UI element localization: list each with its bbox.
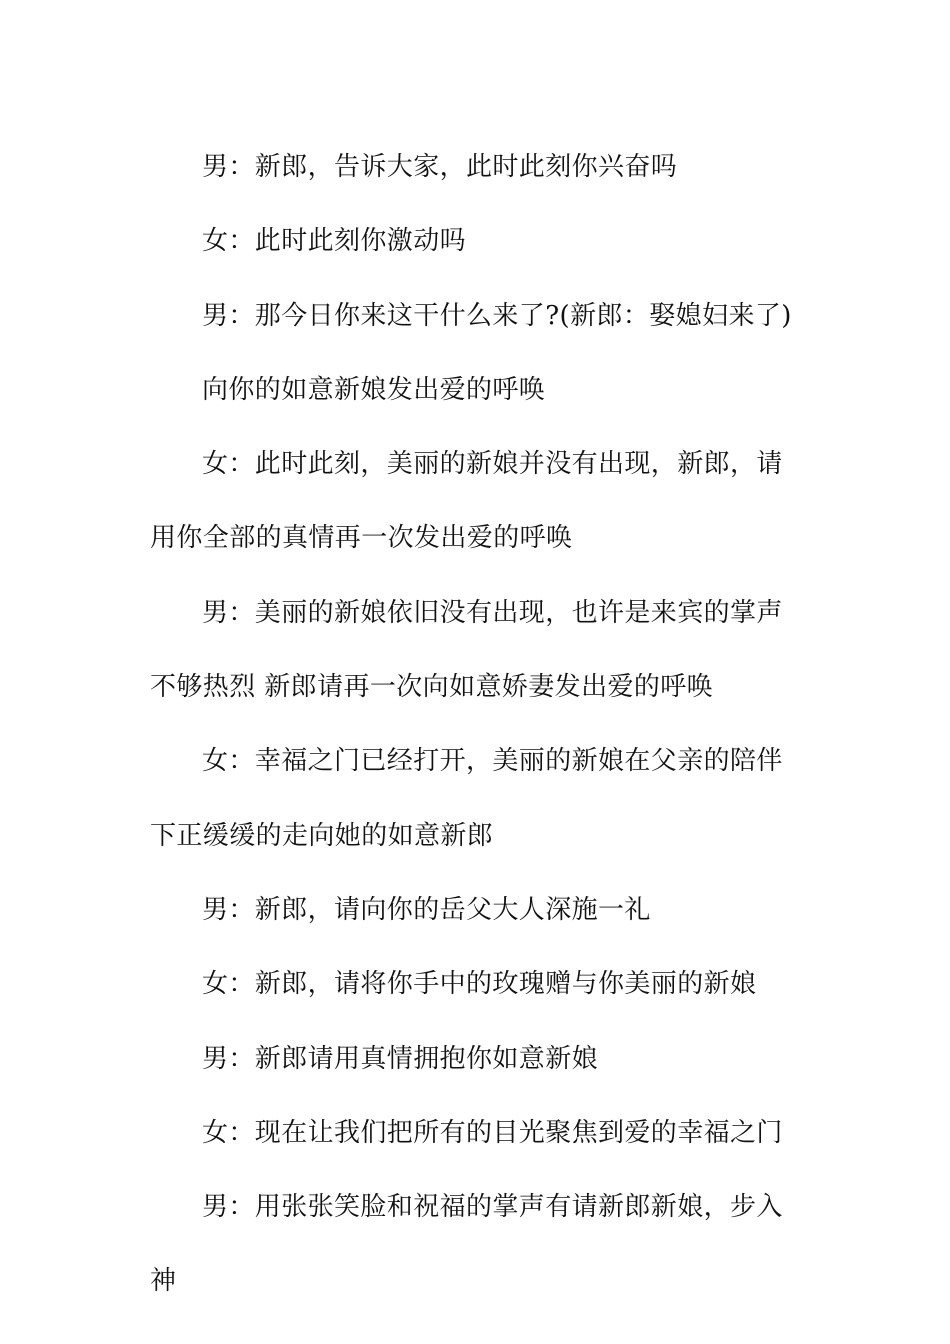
paragraph: 女：新郎，请将你手中的玫瑰赠与你美丽的新娘 — [202, 969, 757, 1000]
paragraph: 女：此时此刻你激动吗 — [202, 226, 467, 257]
paragraph: 女：现在让我们把所有的目光聚焦到爱的幸福之门 — [202, 1117, 783, 1148]
paragraph: 男：那今日你来这干什么来了?(新郎：娶媳妇来了) — [202, 300, 792, 331]
paragraph: 男：新郎，请向你的岳父大人深施一礼 — [202, 894, 651, 925]
document-body — [150, 130, 795, 1319]
paragraph: 男：用张张笑脸和祝福的掌声有请新郎新娘，步入神 — [150, 1192, 783, 1297]
paragraph: 男：美丽的新娘依旧没有出现，也许是来宾的掌声不够热烈 新郎请再一次向如意娇妻发出爱的呼唤 — [150, 597, 783, 703]
paragraph: 男：新郎请用真情拥抱你如意新娘 — [202, 1043, 599, 1074]
paragraph: 女：幸福之门已经打开，美丽的新娘在父亲的陪伴下正缓缓的走向她的如意新郎 — [150, 746, 783, 851]
paragraph: 男：新郎，告诉大家，此时此刻你兴奋吗 — [202, 152, 678, 182]
paragraph: 向你的如意新娘发出爱的呼唤 — [202, 374, 546, 405]
paragraph: 女：此时此刻，美丽的新娘并没有出现，新郎，请用你全部的真情再一次发出爱的呼唤 — [150, 449, 783, 554]
